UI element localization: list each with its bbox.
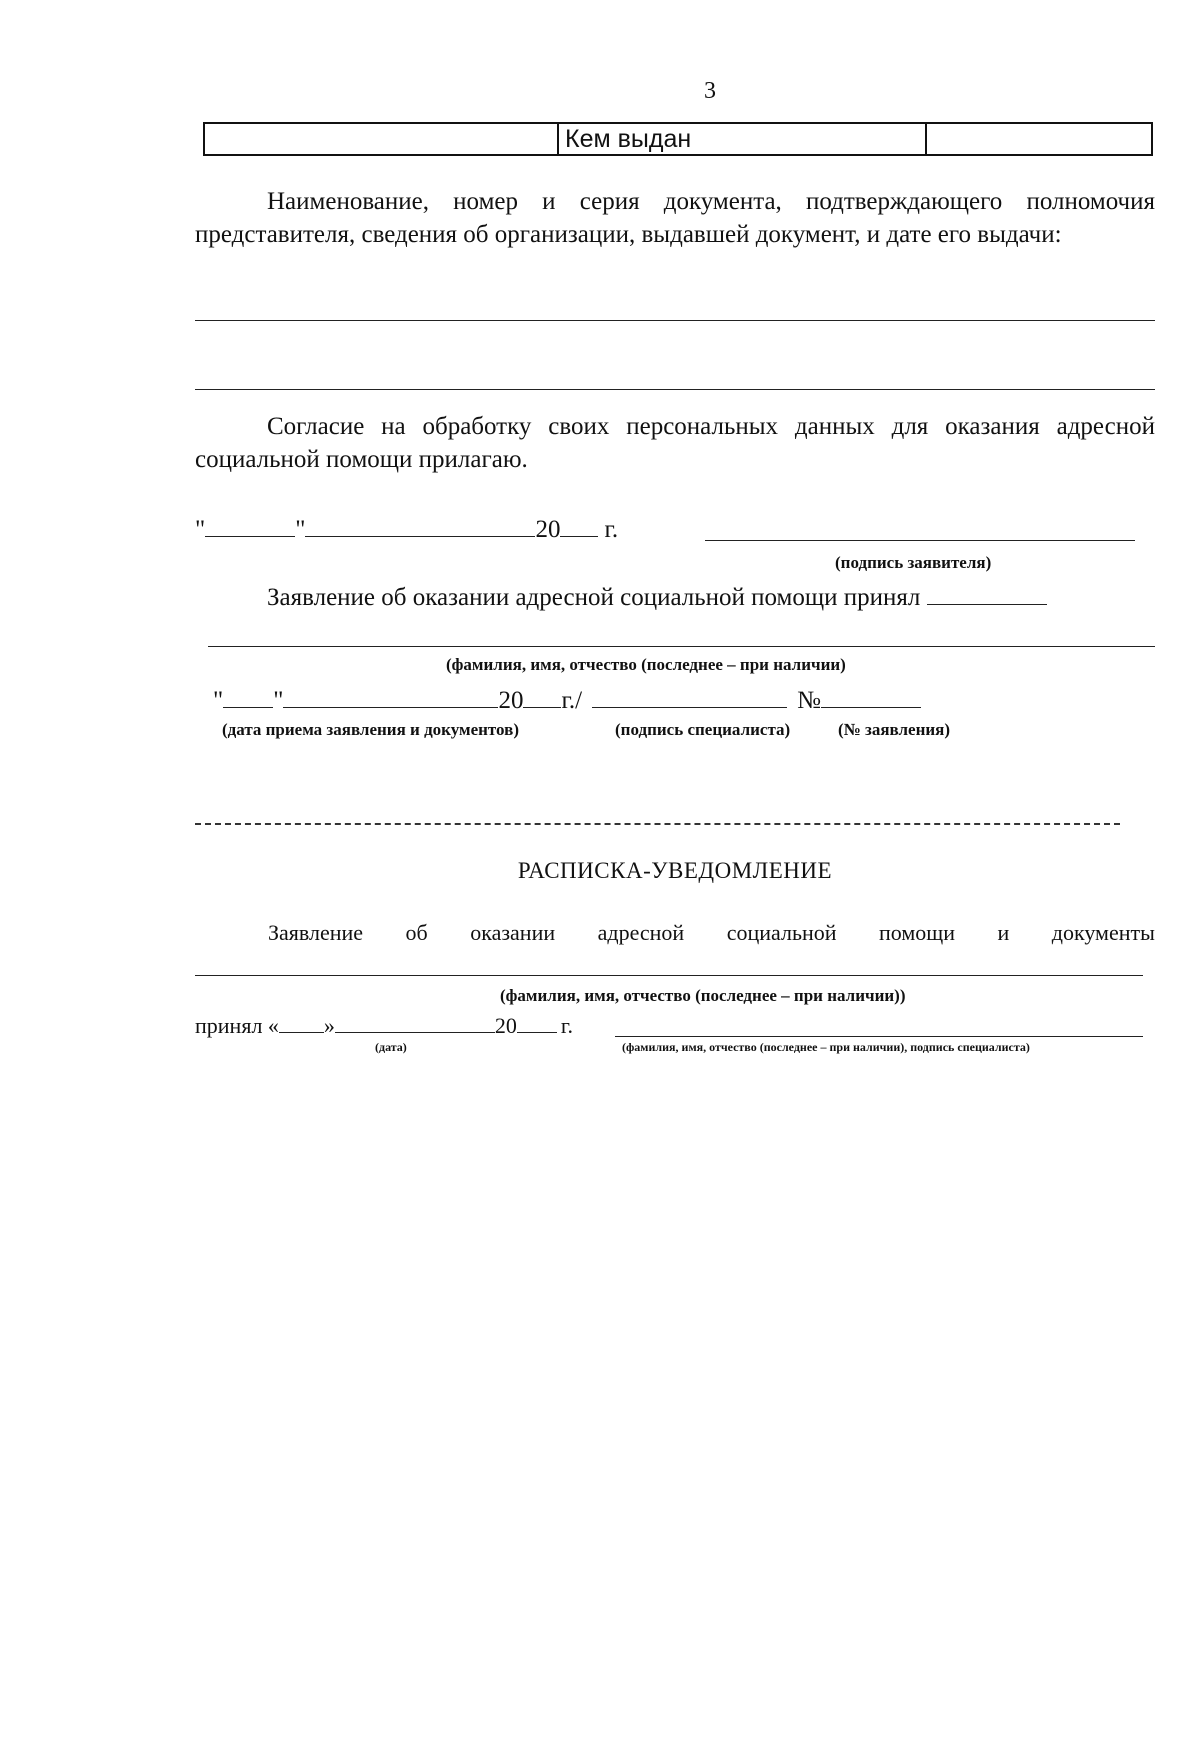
- month-field[interactable]: [305, 512, 535, 537]
- quote-close: ": [295, 516, 306, 543]
- cut-line: [195, 823, 1120, 825]
- year-field[interactable]: [517, 1012, 557, 1033]
- paragraph-consent: [195, 410, 1155, 476]
- year-prefix: 20: [535, 516, 561, 543]
- receipt-title: РАСПИСКА-УВЕДОМЛЕНИЕ: [517, 858, 833, 883]
- receipt-word: оказании: [470, 920, 556, 945]
- number-sign: №: [797, 687, 821, 714]
- paragraph-text: Наименование, номер и серия документа, подтверждающего полномочия представителя, сведения об организации, выдавшей документ, и дате его выдачи:: [195, 188, 1155, 248]
- receipt-word: и: [997, 920, 1010, 945]
- month-field[interactable]: [283, 683, 498, 708]
- year-field[interactable]: [523, 683, 561, 708]
- accepted-statement: [267, 580, 1047, 612]
- caption-fio-2: (фамилия, имя, отчество (последнее – при наличии)): [500, 986, 906, 1005]
- caption-date-receipt: (дата приема заявления и документов): [222, 720, 519, 739]
- caption-application-no: (№ заявления): [838, 720, 951, 739]
- accepted-by-field[interactable]: [927, 580, 1047, 605]
- quote-open: ": [195, 516, 206, 543]
- year-suffix: г.: [560, 1013, 573, 1038]
- specialist-signature-field[interactable]: [592, 683, 787, 708]
- receipt-statement: [268, 920, 1155, 946]
- accepted-prefix: принял «: [195, 1013, 279, 1038]
- quote-close: ": [273, 687, 284, 714]
- table-row: [204, 123, 1152, 155]
- year-suffix: г./: [561, 687, 583, 714]
- year-prefix: 20: [498, 687, 524, 714]
- receipt-word: адресной: [597, 920, 685, 945]
- fill-line-2[interactable]: [195, 389, 1155, 390]
- accepted-text: Заявление об оказании адресной социальной помощи принял: [267, 584, 921, 611]
- date-line-applicant: [195, 512, 618, 544]
- specialist-fio-signature-line[interactable]: [615, 1036, 1143, 1037]
- table-cell-empty: [204, 123, 558, 155]
- page-number: 3: [704, 78, 716, 104]
- year-prefix: 20: [494, 1013, 517, 1038]
- table-cell-issued-by: Кем выдан: [558, 123, 926, 155]
- fill-line-1[interactable]: [195, 320, 1155, 321]
- receipt-word: социальной: [726, 920, 837, 945]
- accepted-line: [195, 1012, 573, 1039]
- quote-close: »: [323, 1013, 335, 1038]
- application-number-field[interactable]: [821, 683, 921, 708]
- receipt-word: об: [405, 920, 428, 945]
- receipt-word: Заявление: [268, 920, 364, 945]
- document-table: [203, 122, 1153, 156]
- paragraph-text: Согласие на обработку своих персональных данных для оказания адресной социальной помощи прилагаю.: [195, 413, 1155, 473]
- fio-line-2[interactable]: [195, 975, 1143, 976]
- table-cell-value: [926, 123, 1152, 155]
- quote-open: ": [213, 687, 224, 714]
- date-line-receipt: [213, 683, 921, 715]
- day-field[interactable]: [223, 683, 273, 708]
- paragraph-representative-doc: [195, 185, 1155, 251]
- applicant-signature-line[interactable]: [705, 540, 1135, 541]
- caption-date: (дата): [375, 1040, 407, 1054]
- fio-line-1[interactable]: [208, 646, 1155, 647]
- day-field[interactable]: [205, 512, 295, 537]
- receipt-word: документы: [1051, 920, 1155, 945]
- caption-signature-applicant: (подпись заявителя): [835, 553, 992, 572]
- year-suffix: г.: [604, 516, 619, 543]
- receipt-word: помощи: [879, 920, 956, 945]
- year-field[interactable]: [560, 512, 598, 537]
- caption-fio-1: (фамилия, имя, отчество (последнее – при наличии): [446, 655, 846, 674]
- month-field[interactable]: [335, 1012, 495, 1033]
- caption-signature-specialist: (подпись специалиста): [615, 720, 791, 739]
- day-field[interactable]: [279, 1012, 324, 1033]
- caption-fio-signature: (фамилия, имя, отчество (последнее – при наличии), подпись специалиста): [622, 1040, 1030, 1054]
